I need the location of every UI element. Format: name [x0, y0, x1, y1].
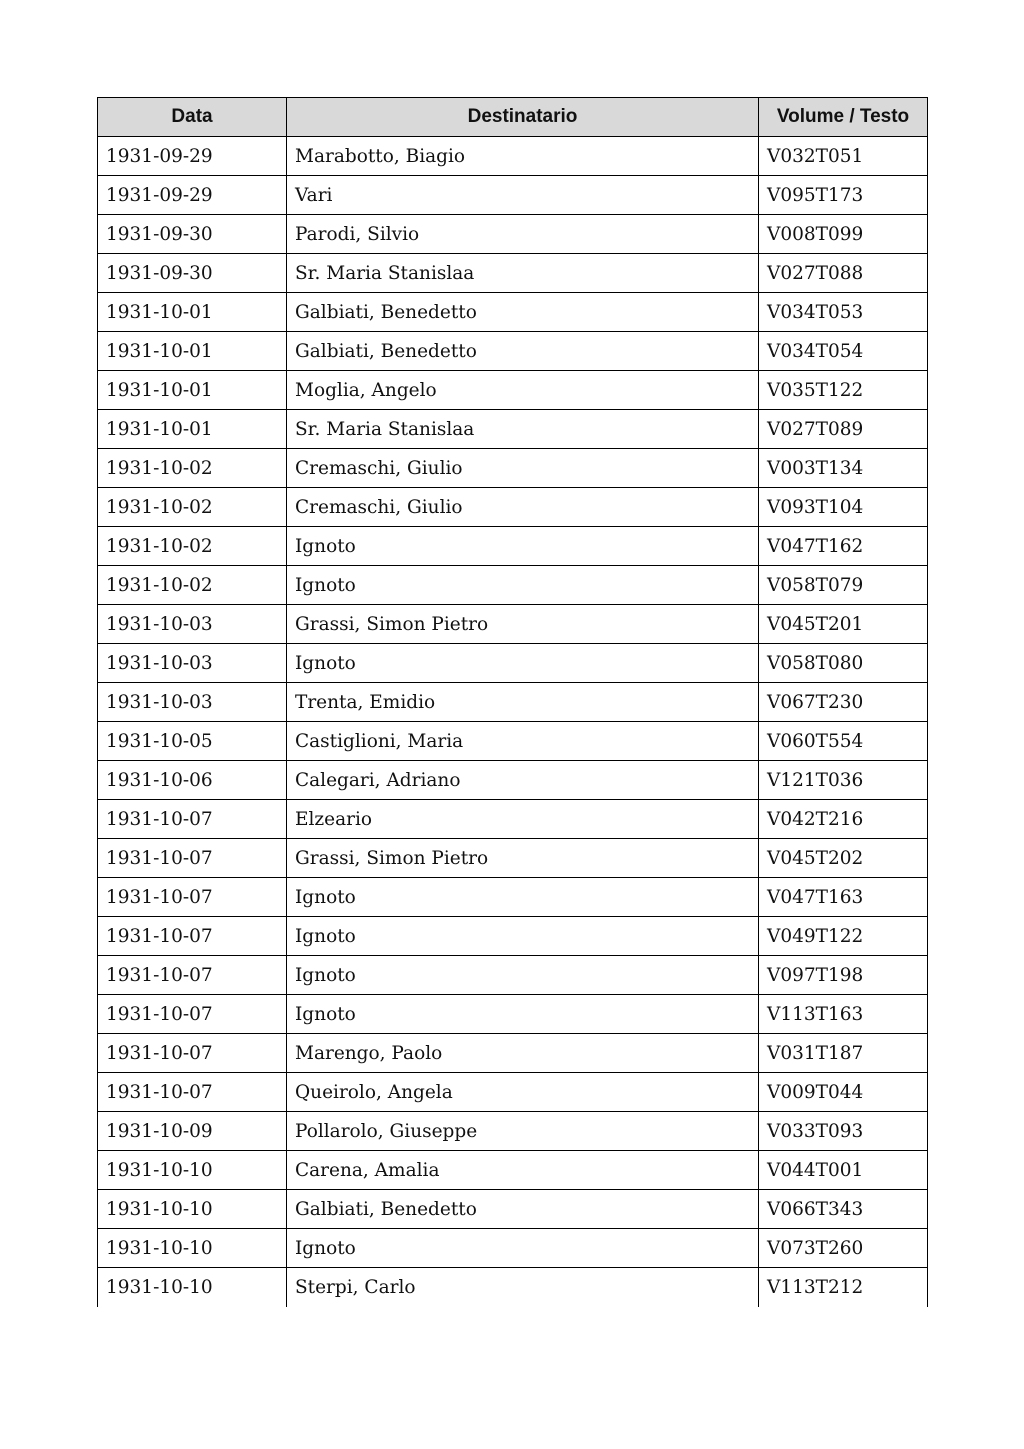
cell-date: 1931-10-09 — [98, 1112, 287, 1151]
table-row — [98, 1151, 928, 1190]
cell-volume-testo: V031T187 — [759, 1034, 928, 1073]
table-row — [98, 1112, 928, 1151]
cell-volume-testo: V047T163 — [759, 878, 928, 917]
cell-date: 1931-10-07 — [98, 800, 287, 839]
cell-volume-testo: V049T122 — [759, 917, 928, 956]
cell-volume-testo: V009T044 — [759, 1073, 928, 1112]
cell-destinatario: Grassi, Simon Pietro — [287, 839, 759, 878]
column-header-volume-testo: Volume / Testo — [759, 98, 928, 137]
table-row — [98, 137, 928, 176]
table-row — [98, 1268, 928, 1307]
cell-destinatario: Vari — [287, 176, 759, 215]
table-row — [98, 605, 928, 644]
table-row — [98, 410, 928, 449]
cell-volume-testo: V003T134 — [759, 449, 928, 488]
cell-date: 1931-10-01 — [98, 371, 287, 410]
cell-date: 1931-10-02 — [98, 566, 287, 605]
cell-volume-testo: V045T201 — [759, 605, 928, 644]
table-row — [98, 215, 928, 254]
cell-volume-testo: V034T053 — [759, 293, 928, 332]
cell-destinatario: Galbiati, Benedetto — [287, 293, 759, 332]
table-header — [98, 98, 928, 137]
cell-date: 1931-09-30 — [98, 254, 287, 293]
table-row — [98, 878, 928, 917]
table-row — [98, 683, 928, 722]
cell-destinatario: Ignoto — [287, 644, 759, 683]
cell-destinatario: Galbiati, Benedetto — [287, 1190, 759, 1229]
table-row — [98, 488, 928, 527]
cell-destinatario: Sr. Maria Stanislaa — [287, 410, 759, 449]
column-header-data: Data — [98, 98, 287, 137]
table-row — [98, 644, 928, 683]
table-row — [98, 1034, 928, 1073]
cell-destinatario: Marengo, Paolo — [287, 1034, 759, 1073]
cell-volume-testo: V113T212 — [759, 1268, 928, 1307]
table-row — [98, 449, 928, 488]
cell-date: 1931-10-07 — [98, 956, 287, 995]
cell-date: 1931-10-10 — [98, 1229, 287, 1268]
cell-volume-testo: V035T122 — [759, 371, 928, 410]
table-row — [98, 332, 928, 371]
cell-date: 1931-10-07 — [98, 839, 287, 878]
cell-date: 1931-09-29 — [98, 137, 287, 176]
cell-volume-testo: V044T001 — [759, 1151, 928, 1190]
cell-date: 1931-10-10 — [98, 1151, 287, 1190]
cell-destinatario: Parodi, Silvio — [287, 215, 759, 254]
cell-destinatario: Ignoto — [287, 1229, 759, 1268]
cell-date: 1931-10-01 — [98, 293, 287, 332]
table-row — [98, 1190, 928, 1229]
cell-date: 1931-10-02 — [98, 488, 287, 527]
table-row — [98, 527, 928, 566]
cell-date: 1931-10-06 — [98, 761, 287, 800]
table-row — [98, 800, 928, 839]
cell-destinatario: Ignoto — [287, 566, 759, 605]
table-row — [98, 956, 928, 995]
cell-volume-testo: V113T163 — [759, 995, 928, 1034]
cell-destinatario: Calegari, Adriano — [287, 761, 759, 800]
cell-date: 1931-10-07 — [98, 878, 287, 917]
cell-destinatario: Elzeario — [287, 800, 759, 839]
cell-volume-testo: V058T080 — [759, 644, 928, 683]
table-row — [98, 839, 928, 878]
column-header-destinatario: Destinatario — [287, 98, 759, 137]
cell-date: 1931-10-07 — [98, 1034, 287, 1073]
cell-destinatario: Grassi, Simon Pietro — [287, 605, 759, 644]
cell-volume-testo: V058T079 — [759, 566, 928, 605]
cell-volume-testo: V032T051 — [759, 137, 928, 176]
table-row — [98, 566, 928, 605]
cell-destinatario: Ignoto — [287, 878, 759, 917]
cell-volume-testo: V042T216 — [759, 800, 928, 839]
cell-date: 1931-10-07 — [98, 995, 287, 1034]
cell-volume-testo: V034T054 — [759, 332, 928, 371]
cell-date: 1931-10-03 — [98, 605, 287, 644]
table-row — [98, 371, 928, 410]
cell-volume-testo: V033T093 — [759, 1112, 928, 1151]
cell-destinatario: Moglia, Angelo — [287, 371, 759, 410]
cell-destinatario: Ignoto — [287, 956, 759, 995]
cell-volume-testo: V121T036 — [759, 761, 928, 800]
cell-destinatario: Sr. Maria Stanislaa — [287, 254, 759, 293]
cell-destinatario: Galbiati, Benedetto — [287, 332, 759, 371]
cell-destinatario: Cremaschi, Giulio — [287, 449, 759, 488]
cell-date: 1931-10-03 — [98, 683, 287, 722]
table-row — [98, 722, 928, 761]
table-row — [98, 995, 928, 1034]
cell-date: 1931-10-01 — [98, 332, 287, 371]
cell-volume-testo: V066T343 — [759, 1190, 928, 1229]
cell-date: 1931-10-03 — [98, 644, 287, 683]
cell-date: 1931-10-07 — [98, 917, 287, 956]
table-body — [98, 137, 928, 1307]
cell-destinatario: Carena, Amalia — [287, 1151, 759, 1190]
cell-destinatario: Ignoto — [287, 917, 759, 956]
cell-destinatario: Ignoto — [287, 995, 759, 1034]
cell-destinatario: Marabotto, Biagio — [287, 137, 759, 176]
cell-date: 1931-10-01 — [98, 410, 287, 449]
table-row — [98, 176, 928, 215]
table-row — [98, 761, 928, 800]
cell-volume-testo: V073T260 — [759, 1229, 928, 1268]
cell-date: 1931-10-02 — [98, 527, 287, 566]
table-row — [98, 254, 928, 293]
cell-date: 1931-10-05 — [98, 722, 287, 761]
cell-volume-testo: V060T554 — [759, 722, 928, 761]
cell-date: 1931-10-07 — [98, 1073, 287, 1112]
cell-volume-testo: V093T104 — [759, 488, 928, 527]
table-row — [98, 293, 928, 332]
letters-table — [97, 97, 928, 1307]
cell-destinatario: Sterpi, Carlo — [287, 1268, 759, 1307]
cell-volume-testo: V027T088 — [759, 254, 928, 293]
cell-volume-testo: V027T089 — [759, 410, 928, 449]
cell-volume-testo: V097T198 — [759, 956, 928, 995]
cell-destinatario: Ignoto — [287, 527, 759, 566]
table-row — [98, 917, 928, 956]
table-row — [98, 1073, 928, 1112]
cell-volume-testo: V045T202 — [759, 839, 928, 878]
cell-destinatario: Queirolo, Angela — [287, 1073, 759, 1112]
cell-destinatario: Pollarolo, Giuseppe — [287, 1112, 759, 1151]
cell-date: 1931-10-02 — [98, 449, 287, 488]
cell-date: 1931-10-10 — [98, 1268, 287, 1307]
cell-destinatario: Trenta, Emidio — [287, 683, 759, 722]
header-row — [98, 98, 928, 137]
cell-date: 1931-09-30 — [98, 215, 287, 254]
cell-date: 1931-09-29 — [98, 176, 287, 215]
cell-date: 1931-10-10 — [98, 1190, 287, 1229]
cell-volume-testo: V095T173 — [759, 176, 928, 215]
cell-destinatario: Cremaschi, Giulio — [287, 488, 759, 527]
cell-volume-testo: V067T230 — [759, 683, 928, 722]
cell-destinatario: Castiglioni, Maria — [287, 722, 759, 761]
table-row — [98, 1229, 928, 1268]
cell-volume-testo: V047T162 — [759, 527, 928, 566]
cell-volume-testo: V008T099 — [759, 215, 928, 254]
